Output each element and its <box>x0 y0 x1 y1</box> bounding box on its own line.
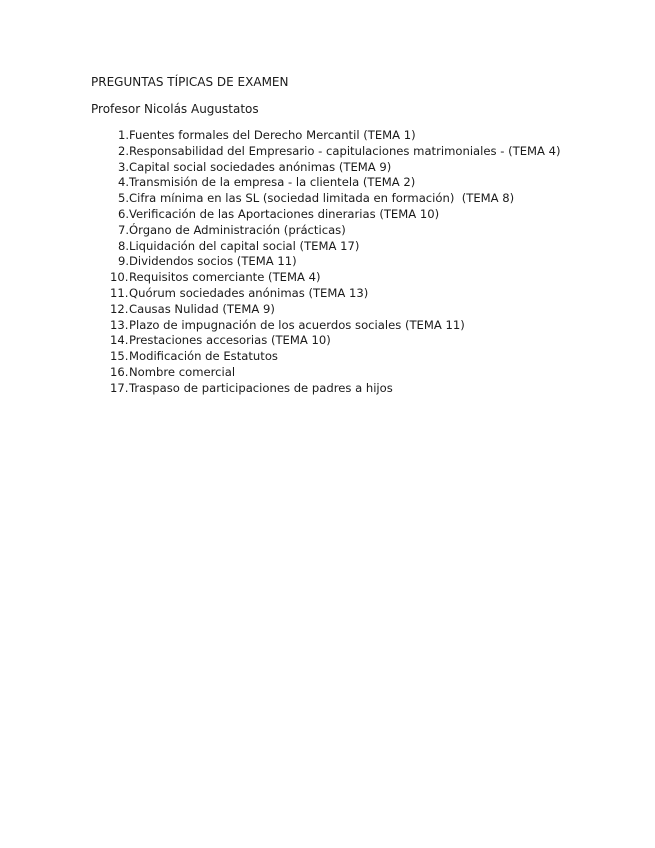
list-item-number: 17. <box>110 380 129 395</box>
list-item-text: Requisitos comerciante (TEMA 4) <box>129 270 321 285</box>
list-item-text: Causas Nulidad (TEMA 9) <box>129 301 275 316</box>
list-item <box>91 160 561 176</box>
list-item-text: Cifra mínima en las SL (sociedad limitada en formación) (TEMA 8) <box>129 191 515 206</box>
list-item-text: Responsabilidad del Empresario - capitulaciones matrimoniales - (TEMA 4) <box>129 143 561 158</box>
list-item <box>91 239 561 255</box>
list-item <box>91 365 561 381</box>
list-item <box>91 270 561 286</box>
list-item-number: 12. <box>110 301 129 316</box>
list-item <box>91 254 561 270</box>
list-item-text: Capital social sociedades anónimas (TEMA 9) <box>129 159 392 174</box>
list-item <box>91 223 561 239</box>
document-title: PREGUNTAS TÍPICAS DE EXAMEN <box>91 75 289 89</box>
list-item-text: Modificación de Estatutos <box>129 349 278 364</box>
list-item-number: 4. <box>117 175 129 190</box>
list-item-number: 5. <box>117 191 129 206</box>
list-item-number: 11. <box>110 285 129 300</box>
list-item-number: 6. <box>117 206 129 221</box>
list-item <box>91 318 561 334</box>
list-item <box>91 302 561 318</box>
list-item-text: Quórum sociedades anónimas (TEMA 13) <box>129 285 369 300</box>
list-item-number: 14. <box>110 333 129 348</box>
list-item-number: 10. <box>110 270 129 285</box>
list-item-number: 13. <box>110 317 129 332</box>
question-list <box>91 128 561 397</box>
list-item-text: Transmisión de la empresa - la clientela (TEMA 2) <box>129 175 416 190</box>
list-item-number: 2. <box>117 143 129 158</box>
list-item-text: Traspaso de participaciones de padres a hijos <box>129 380 393 395</box>
list-item-number: 1. <box>117 128 129 142</box>
list-item-number: 8. <box>117 238 129 253</box>
list-item <box>91 286 561 302</box>
list-item-text: Fuentes formales del Derecho Mercantil (TEMA 1) <box>129 128 416 142</box>
list-item <box>91 191 561 207</box>
document-author: Profesor Nicolás Augustatos <box>91 102 259 116</box>
list-item-text: Órgano de Administración (prácticas) <box>129 222 346 237</box>
list-item <box>91 144 561 160</box>
list-item-text: Dividendos socios (TEMA 11) <box>129 254 297 269</box>
list-item-text: Plazo de impugnación de los acuerdos sociales (TEMA 11) <box>129 317 465 332</box>
list-item <box>91 349 561 365</box>
list-item-number: 3. <box>117 159 129 174</box>
list-item-number: 16. <box>110 364 129 379</box>
list-item-text: Liquidación del capital social (TEMA 17) <box>129 238 360 253</box>
list-item-text: Prestaciones accesorias (TEMA 10) <box>129 333 331 348</box>
list-item-number: 9. <box>117 254 129 269</box>
list-item <box>91 175 561 191</box>
list-item <box>91 128 561 144</box>
list-item <box>91 381 561 397</box>
list-item-text: Nombre comercial <box>129 364 236 379</box>
list-item <box>91 207 561 223</box>
list-item <box>91 333 561 349</box>
list-item-number: 15. <box>110 349 129 364</box>
list-item-text: Verificación de las Aportaciones dinerarias (TEMA 10) <box>129 206 440 221</box>
list-item-number: 7. <box>117 222 129 237</box>
